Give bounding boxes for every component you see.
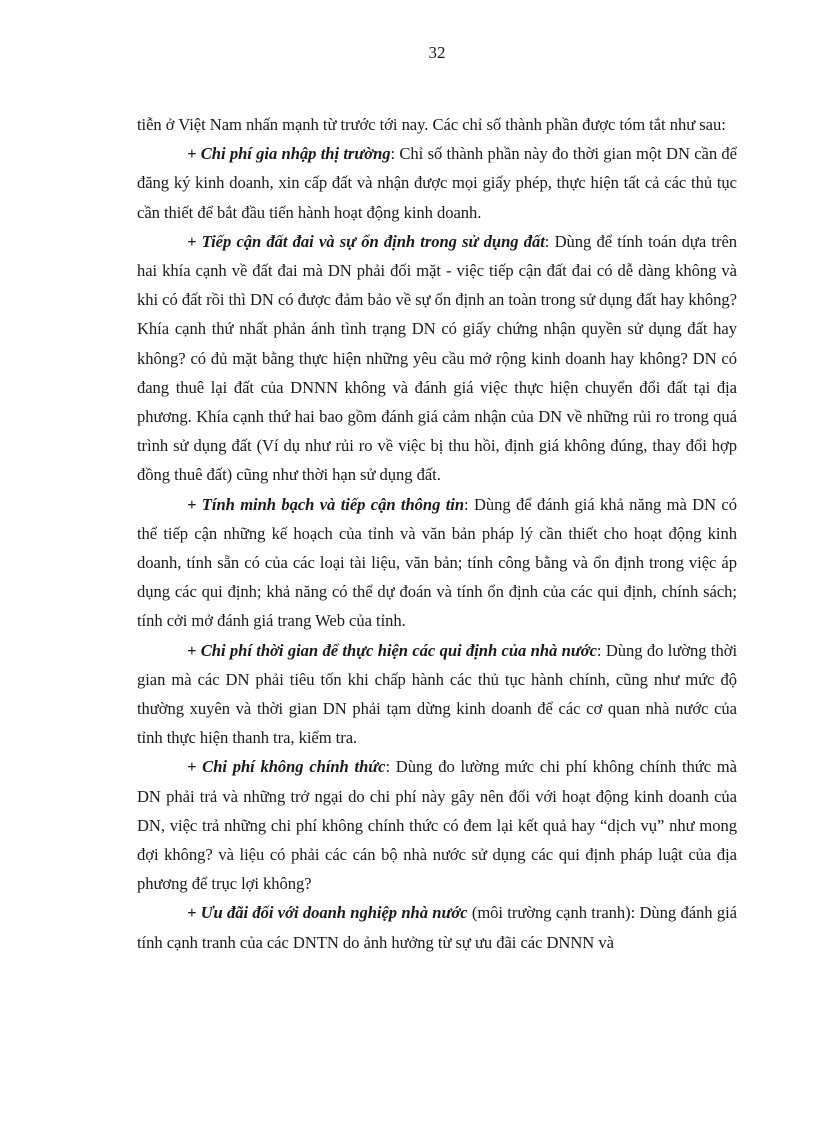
paragraph-time-cost — [137, 636, 737, 753]
paragraph-text: : Dùng để đánh giá khả năng mà DN có thể tiếp cận những kế hoạch của tỉnh và văn bản pháp lý cần thiết cho hoạt động kinh doanh, tính sẵn có của các loại tài liệu, văn bản; tính công bằng và ổn định trong việc áp dụng các qui định; khả năng có thể dự đoán và tính ổn định của các qui định, chính sách; tính cởi mở đánh giá trang Web của tỉnh. — [137, 494, 737, 631]
term-land-access: + Tiếp cận đất đai và sự ổn định trong sử dụng đất — [187, 231, 545, 251]
body-text — [137, 110, 737, 957]
paragraph-text: : Dùng đo lường thời gian mà các DN phải tiêu tốn khi chấp hành các thủ tục hành chính, cũng như mức độ thường xuyên và thời gian DN phải tạm dừng kinh doanh để các cơ quan nhà nước của tỉnh thực hiện thanh tra, kiểm tra. — [137, 640, 738, 748]
term-transparency: + Tính minh bạch và tiếp cận thông tin — [187, 494, 465, 514]
intro-paragraph: tiễn ở Việt Nam nhấn mạnh từ trước tới nay. Các chỉ số thành phần được tóm tắt như sau: — [137, 115, 726, 134]
paragraph-informal-charges — [137, 752, 737, 898]
page-number: 32 — [428, 43, 446, 62]
paragraph-text: : Chỉ số thành phần này đo thời gian một DN cần để đăng ký kinh doanh, xin cấp đất và nhận được mọi giấy phép, thực hiện tất cả các thủ tục cần thiết để bắt đầu tiến hành hoạt động kinh doanh. — [137, 144, 737, 222]
term-informal-charges: + Chi phí không chính thức — [187, 757, 386, 777]
paragraph-market-entry-cost — [137, 139, 737, 227]
paragraph-text: : Dùng để tính toán dựa trên hai khía cạnh về đất đai mà DN phải đối mặt - việc tiếp cận đất đai có dễ dàng không và khi có đất rồi thì DN có được đảm bảo về sự ổn định an toàn trong sử dụng đất hay không? Khía cạnh thứ nhất phản ánh tình trạng DN có giấy chứng nhận quyền sử dụng đất hay không? có đủ mặt bằng thực hiện những yêu cầu mở rộng kinh doanh hay không? DN có đang thuê lại đất của DNNN không và đánh giá việc thực hiện chuyển đổi đất tại địa phương. Khía cạnh thứ hai bao gồm đánh giá cảm nhận của DN về những rủi ro trong quá trình sử dụng đất (Ví dụ như rủi ro về việc bị thu hồi, định giá không đúng, thay đổi hợp đồng thuê đất) cũng như thời hạn sử dụng đất. — [137, 231, 738, 485]
paragraph-soe-bias — [137, 898, 737, 956]
paragraph-land-access — [137, 227, 737, 490]
paragraph-transparency — [137, 490, 737, 636]
term-soe-bias: + Ưu đãi đối với doanh nghiệp nhà nước — [187, 903, 468, 923]
paragraph-text: : Dùng đo lường mức chi phí không chính thức mà DN phải trả và những trở ngại do chi phí này gây nên đối với hoạt động kinh doanh của DN, việc trả những chi phí không chính thức có đem lại kết quả hay “dịch vụ” như mong đợi không? và liệu có phải các cán bộ nhà nước sử dụng các qui định pháp luật của địa phương để trục lợi không? — [137, 757, 737, 894]
paragraph-text: (môi trường cạnh tranh): Dùng đánh giá tính cạnh tranh của các DNTN do ảnh hưởng từ sự ưu đãi các DNNN và — [137, 903, 737, 952]
term-time-cost: + Chi phí thời gian để thực hiện các qui định của nhà nước — [187, 640, 597, 660]
term-market-entry-cost: + Chi phí gia nhập thị trường — [187, 144, 391, 164]
